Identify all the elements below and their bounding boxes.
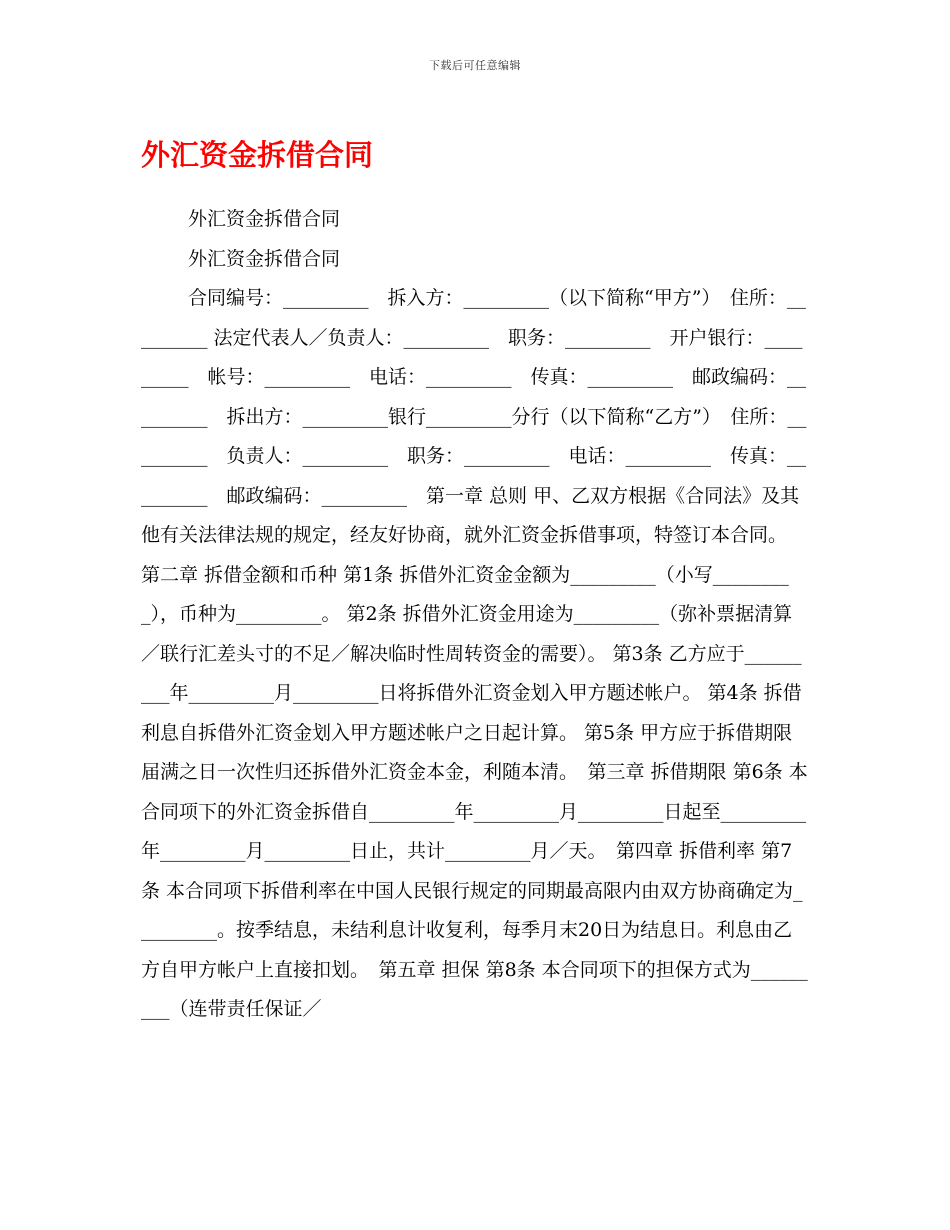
- subtitle-line-2: 外汇资金拆借合同: [188, 247, 341, 270]
- document-body: [141, 200, 811, 1030]
- document-title: 外汇资金拆借合同: [141, 138, 374, 172]
- contract-body-paragraph: 合同编号：_________ 拆入方：_________（以下简称“甲方”） 住所：_________ 法定代表人／负责人：_________ 职务：_________ 开户银行：_________ 帐号：_________ 电话：_________ 传真：_________ 邮政编码：_________ 拆出方：_________银行_________分行（以下简称“乙方”） 住所：_________ 负责人：_________ 职务：_________ 电话：_________ 传真：_________ 邮政编码：_________ 第一章 总则 甲、乙双方根据《合同法》及其他有关法律法规的规定，经友好协商，就外汇资金拆借事项，特签订本合同。 第二章 拆借金额和币种 第1条 拆借外汇资金金额为_________（小写_________），币种为_________。 第2条 拆借外汇资金用途为_________（弥补票据清算／联行汇差头寸的不足／解决临时性周转资金的需要）。 第3条 乙方应于_________年_________月_________日将拆借外汇资金划入甲方题述帐户。 第4条 拆借利息自拆借外汇资金划入甲方题述帐户之日起计算。 第5条 甲方应于拆借期限届满之日一次性归还拆借外汇资金本金，利随本清。 第三章 拆借期限 第6条 本合同项下的外汇资金拆借自_________年_________月_________日起至_________年_________月_________日止，共计_________月／天。 第四章 拆借利率 第7条 本合同项下拆借利率在中国人民银行规定的同期最高限内由双方协商确定为_________。按季结息，未结利息计收复利，每季月末20日为结息日。利息由乙方自甲方帐户上直接扣划。 第五章 担保 第8条 本合同项下的担保方式为_________（连带责任保证／: [141, 287, 808, 1020]
- subtitle-line-1: 外汇资金拆借合同: [188, 208, 341, 230]
- header-note: 下载后可任意编辑: [429, 59, 521, 72]
